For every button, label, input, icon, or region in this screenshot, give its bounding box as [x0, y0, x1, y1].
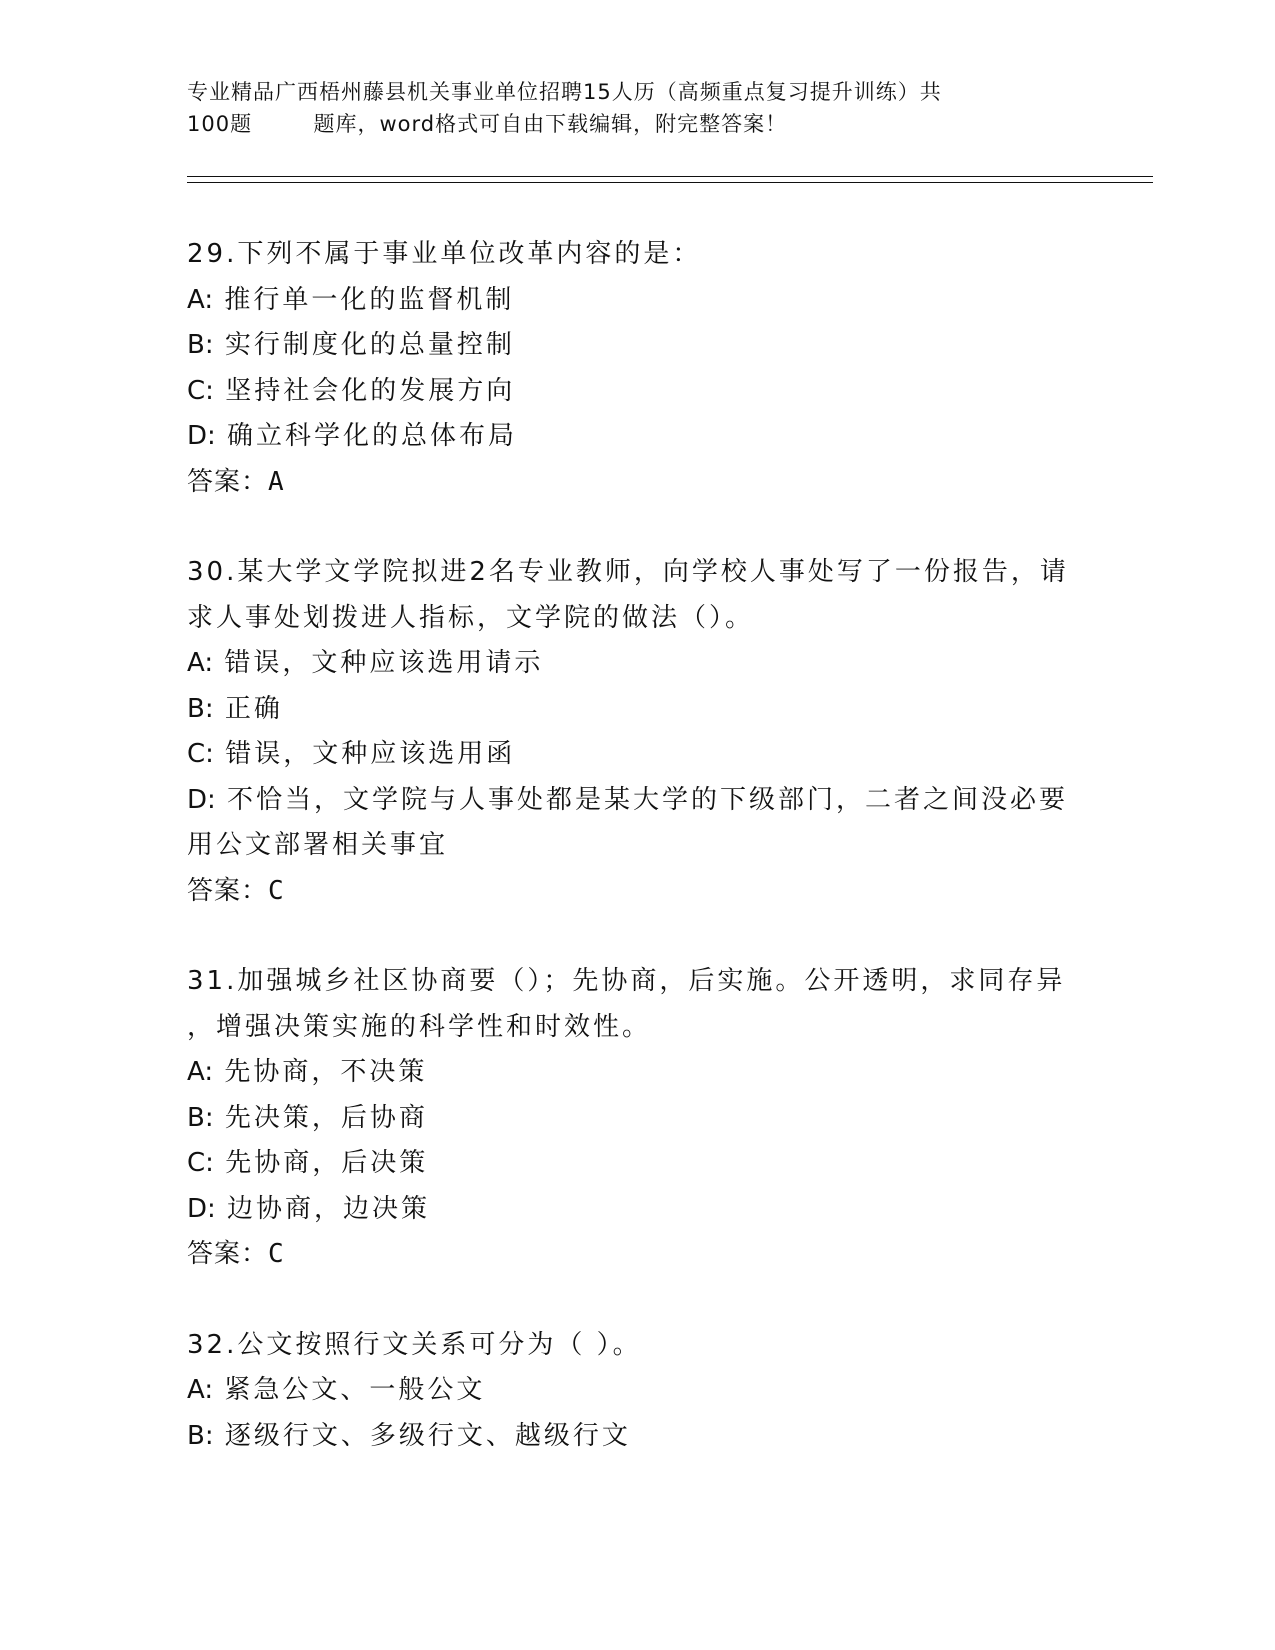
question-32	[187, 1323, 1087, 1460]
question-text: 32.公文按照行文关系可分为（ ）。	[187, 1329, 642, 1360]
option-b: B: 正确	[187, 693, 283, 724]
option-c: C: 先协商，后决策	[187, 1148, 429, 1178]
option-b: B: 先决策，后协商	[187, 1102, 428, 1133]
question-30	[187, 550, 1087, 914]
document-header	[187, 76, 1067, 140]
answer-value: C	[268, 875, 285, 906]
question-text-line-1: 30.某大学文学院拟进2名专业教师，向学校人事处写了一份报告，请	[187, 557, 1069, 587]
option-d: D: 边协商，边决策	[187, 1193, 431, 1224]
header-line-1: 专业精品广西梧州藤县机关事业单位招聘15人历（高频重点复习提升训练）共	[187, 80, 942, 104]
question-text: 29.下列不属于事业单位改革内容的是：	[187, 239, 702, 269]
question-31	[187, 959, 1087, 1278]
option-a: A: 错误，文种应该选用请示	[187, 648, 544, 678]
option-b: B: 实行制度化的总量控制	[187, 330, 515, 360]
option-b: B: 逐级行文、多级行文、越级行文	[187, 1420, 631, 1451]
question-text-line-1: 31.加强城乡社区协商要（）；先协商，后实施。公开透明，求同存异	[187, 966, 1066, 996]
header-line-2: 100题 题库，word格式可自由下载编辑，附完整答案！	[187, 112, 788, 136]
question-29	[187, 232, 1087, 505]
option-c: C: 错误，文种应该选用函	[187, 739, 516, 769]
question-text-line-2: ，增强决策实施的科学性和时效性。	[187, 1011, 652, 1042]
option-a: A: 推行单一化的监督机制	[187, 284, 515, 315]
option-a: A: 先协商，不决策	[187, 1057, 428, 1087]
question-list	[187, 232, 1087, 1459]
option-d: D: 不恰当，文学院与人事处都是某大学的下级部门，二者之间没必要	[187, 784, 1069, 815]
header-rule-bottom	[187, 182, 1153, 183]
header-rule-top	[187, 176, 1153, 177]
answer-value: C	[268, 1239, 285, 1269]
answer-line: 答案：C	[187, 1239, 285, 1269]
answer-value: A	[268, 466, 285, 497]
option-a: A: 紧急公文、一般公文	[187, 1375, 486, 1405]
answer-line: 答案：A	[187, 466, 285, 497]
option-d: D: 确立科学化的总体布局	[187, 421, 518, 451]
option-d-continuation: 用公文部署相关事宜	[187, 830, 449, 860]
option-c: C: 坚持社会化的发展方向	[187, 375, 516, 406]
answer-line: 答案：C	[187, 875, 285, 906]
question-text-line-2: 求人事处划拨进人指标，文学院的做法（）。	[187, 602, 755, 633]
